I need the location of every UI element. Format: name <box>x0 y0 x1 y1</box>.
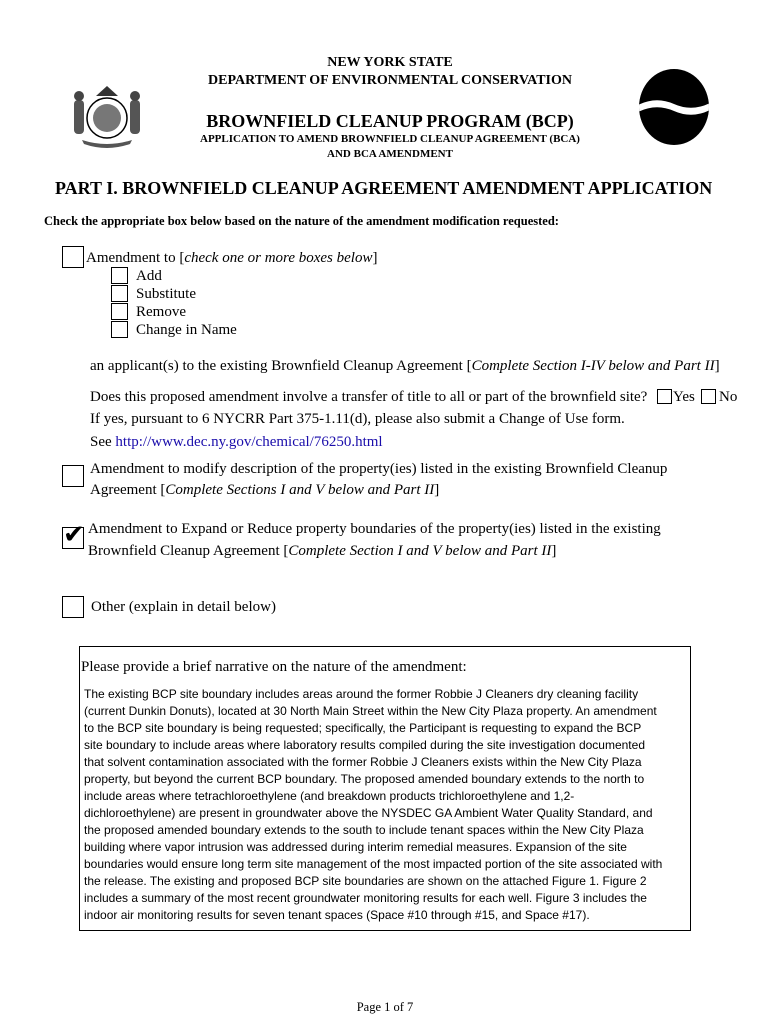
checkmark-icon: ✔ <box>63 520 85 550</box>
modify-description-checkbox[interactable] <box>62 465 84 487</box>
transfer-no-checkbox[interactable] <box>701 389 716 404</box>
applicant-line: an applicant(s) to the existing Brownfield Cleanup Agreement [Complete Section I-IV below and Part II] <box>90 358 720 374</box>
amend-to-checkbox[interactable] <box>62 246 84 268</box>
form-subtitle1: APPLICATION TO AMEND BROWNFIELD CLEANUP AGREEMENT (BCA) <box>200 133 580 145</box>
remove-checkbox[interactable] <box>111 303 128 320</box>
narrative-line: building where vapor intrusion was addressed during interim remedial measures. Expansion of the site <box>84 840 627 854</box>
amend-to-label: Amendment to [check one or more boxes below] <box>86 250 378 266</box>
narrative-line: dichloroethylene) are present in groundwater above the NYSDEC GA Ambient Water Quality Standard, and <box>84 806 653 820</box>
change-name-label: Change in Name <box>136 322 237 338</box>
modify-description-line1: Amendment to modify description of the property(ies) listed in the existing Brownfield Cleanup <box>90 461 668 477</box>
transfer-no-label: No <box>719 389 738 405</box>
expand-reduce-line2: Brownfield Cleanup Agreement [Complete Section I and V below and Part II] <box>88 543 557 559</box>
narrative-line: (current Dunkin Donuts), located at 30 North Main Street within the New City Plaza property. An amendment <box>84 704 657 718</box>
change-name-checkbox[interactable] <box>111 321 128 338</box>
other-label: Other (explain in detail below) <box>91 599 276 615</box>
narrative-line: to the BCP site boundary is being requested; specifically, the Participant is requesting to expand the BCP <box>84 721 642 735</box>
narrative-line: The existing BCP site boundary includes areas around the former Robbie J Cleaners dry cleaning facility <box>84 687 639 701</box>
narrative-line: indoor air monitoring results for seven tenant spaces (Space #10 through #15, and Space #17). <box>84 908 590 922</box>
other-checkbox[interactable] <box>62 596 84 618</box>
page-number: Page 1 of 7 <box>356 1000 414 1014</box>
expand-reduce-line1: Amendment to Expand or Reduce property boundaries of the property(ies) listed in the existing <box>88 521 661 537</box>
narrative-line: boundaries would ensure long term site management of the most impacted portion of the site associated with <box>84 857 663 871</box>
transfer-yes-checkbox[interactable] <box>657 389 672 404</box>
substitute-label: Substitute <box>136 286 197 302</box>
part-title: PART I. BROWNFIELD CLEANUP AGREEMENT AMENDMENT APPLICATION <box>55 178 713 198</box>
narrative-line: that solvent contamination associated with the former Robbie J Cleaners exists within the New City Plaza <box>84 755 642 769</box>
remove-label: Remove <box>136 304 186 320</box>
expand-reduce-checkbox[interactable] <box>62 520 85 550</box>
narrative-line: property, but beyond the current BCP boundary. The proposed amended boundary extends to the north to <box>84 772 645 786</box>
agency-line1: NEW YORK STATE <box>327 55 453 70</box>
substitute-checkbox[interactable] <box>111 285 128 302</box>
program-title: BROWNFIELD CLEANUP PROGRAM (BCP) <box>206 111 574 131</box>
agency-line2: DEPARTMENT OF ENVIRONMENTAL CONSERVATION <box>208 73 572 88</box>
transfer-ifyes: If yes, pursuant to 6 NYCRR Part 375-1.11(d), please also submit a Change of Use form. <box>90 411 625 427</box>
instruction-text: Check the appropriate box below based on the nature of the amendment modification requested: <box>44 214 559 228</box>
narrative-line: the proposed amended boundary extends to the south to include tenant spaces within the New City Plaza <box>84 823 644 837</box>
transfer-see: See http://www.dec.ny.gov/chemical/76250.html <box>90 434 383 450</box>
narrative-line: includes a summary of the most recent groundwater monitoring results for each well. Figure 3 includes the <box>84 891 647 905</box>
narrative-line: include areas where tetrachloroethylene (and breakdown products trichloroethylene and 1,2- <box>84 789 575 803</box>
transfer-yes-label: Yes <box>673 389 695 405</box>
narrative-line: site boundary to include areas where laboratory results compiled during the site investigation documented <box>84 738 645 752</box>
modify-description-line2: Agreement [Complete Sections I and V below and Part II] <box>90 482 440 498</box>
add-checkbox[interactable] <box>111 267 128 284</box>
narrative-prompt: Please provide a brief narrative on the nature of the amendment: <box>81 659 467 675</box>
narrative-text[interactable] <box>84 686 694 924</box>
narrative-line: the release. The existing and proposed BCP site boundaries are shown on the attached Figure 1. Figure 2 <box>84 874 647 888</box>
add-label: Add <box>136 268 162 284</box>
form-subtitle2: AND BCA AMENDMENT <box>327 148 453 160</box>
transfer-question: Does this proposed amendment involve a transfer of title to all or part of the brownfield site? <box>90 389 648 405</box>
change-of-use-link[interactable]: http://www.dec.ny.gov/chemical/76250.html <box>115 434 383 450</box>
